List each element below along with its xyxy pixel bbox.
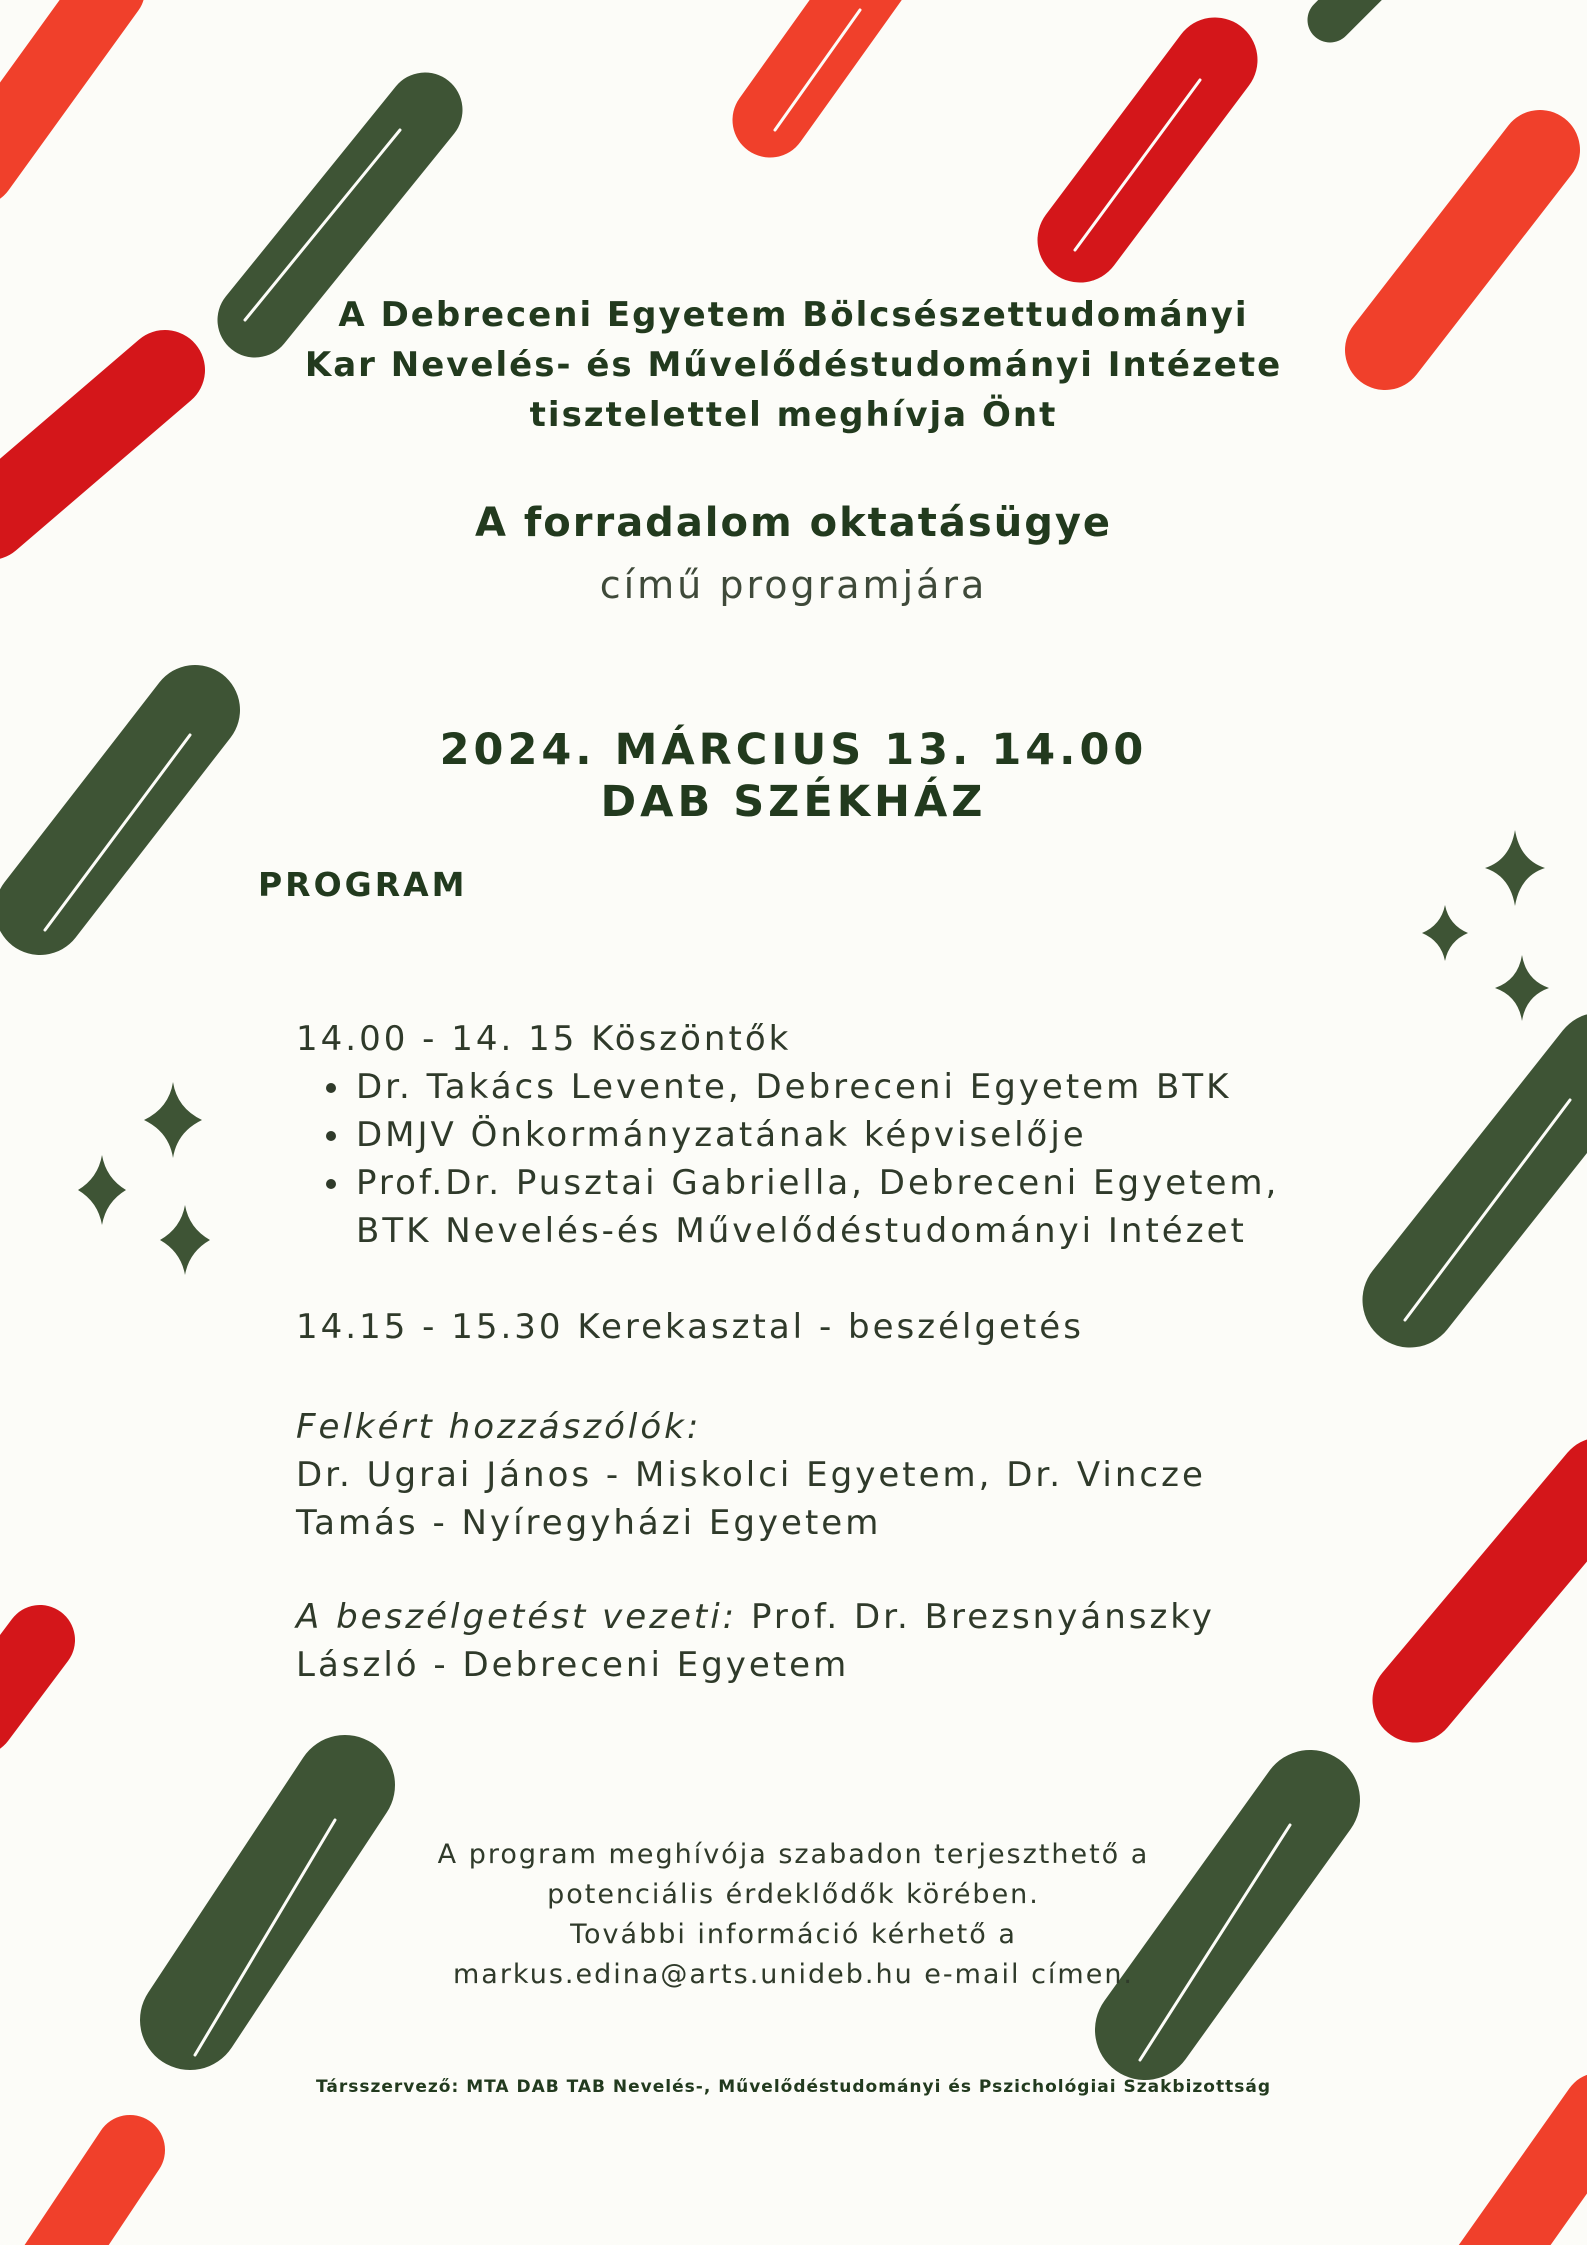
contributors-block bbox=[296, 1403, 1206, 1547]
header-line-3: tisztelettel meghívja Önt bbox=[529, 395, 1058, 435]
program-heading: PROGRAM bbox=[258, 865, 468, 904]
slot-2-title: 14.15 - 15.30 Kerekasztal - beszélgetés bbox=[296, 1307, 1084, 1347]
footer-line-1: A program meghívója szabadon terjeszthető a bbox=[437, 1839, 1150, 1870]
event-subtitle: című programjára bbox=[599, 563, 988, 607]
header-line-1: A Debreceni Egyetem Bölcsészettudományi bbox=[338, 295, 1249, 335]
contributors-line-1: Dr. Ugrai János - Miskolci Egyetem, Dr. Vincze bbox=[296, 1455, 1206, 1495]
speaker-list bbox=[296, 1063, 1279, 1207]
footer-note bbox=[0, 1835, 1587, 1995]
list-item: Dr. Takács Levente, Debreceni Egyetem BTK bbox=[356, 1063, 1279, 1111]
list-item-continuation: BTK Nevelés-és Művelődéstudományi Intézet bbox=[356, 1211, 1247, 1251]
program-slot-1 bbox=[296, 1015, 1279, 1255]
event-date: 2024. MÁRCIUS 13. 14.00 bbox=[439, 725, 1148, 775]
contributors-line-2: Tamás - Nyíregyházi Egyetem bbox=[296, 1503, 882, 1543]
moderator-label: A beszélgetést vezeti: bbox=[296, 1597, 738, 1637]
event-date-block bbox=[0, 724, 1587, 828]
header-block bbox=[0, 290, 1587, 440]
event-venue: DAB SZÉKHÁZ bbox=[600, 777, 987, 827]
header-line-2: Kar Nevelés- és Művelődéstudományi Intézete bbox=[304, 345, 1283, 385]
slot-1-title: 14.00 - 14. 15 Köszöntők bbox=[296, 1019, 792, 1059]
moderator-block bbox=[296, 1593, 1215, 1689]
contributors-label: Felkért hozzászólók: bbox=[296, 1407, 702, 1447]
contact-email: markus.edina@arts.unideb.hu e-mail címen. bbox=[452, 1959, 1135, 1990]
list-item: DMJV Önkormányzatának képviselője bbox=[356, 1111, 1279, 1159]
event-title: A forradalom oktatásügye bbox=[474, 500, 1113, 546]
list-item: Prof.Dr. Pusztai Gabriella, Debreceni Egyetem, bbox=[356, 1159, 1279, 1207]
footer-line-3: További információ kérhető a bbox=[570, 1919, 1017, 1950]
footer-line-2: potenciális érdeklődők körében. bbox=[547, 1879, 1040, 1910]
moderator-line-2: László - Debreceni Egyetem bbox=[296, 1645, 850, 1685]
moderator-name: Prof. Dr. Brezsnyánszky bbox=[737, 1597, 1215, 1637]
coorganizer-note: Társszervező: MTA DAB TAB Nevelés-, Művelődéstudományi és Pszichológiai Szakbizottság bbox=[316, 2077, 1271, 2097]
